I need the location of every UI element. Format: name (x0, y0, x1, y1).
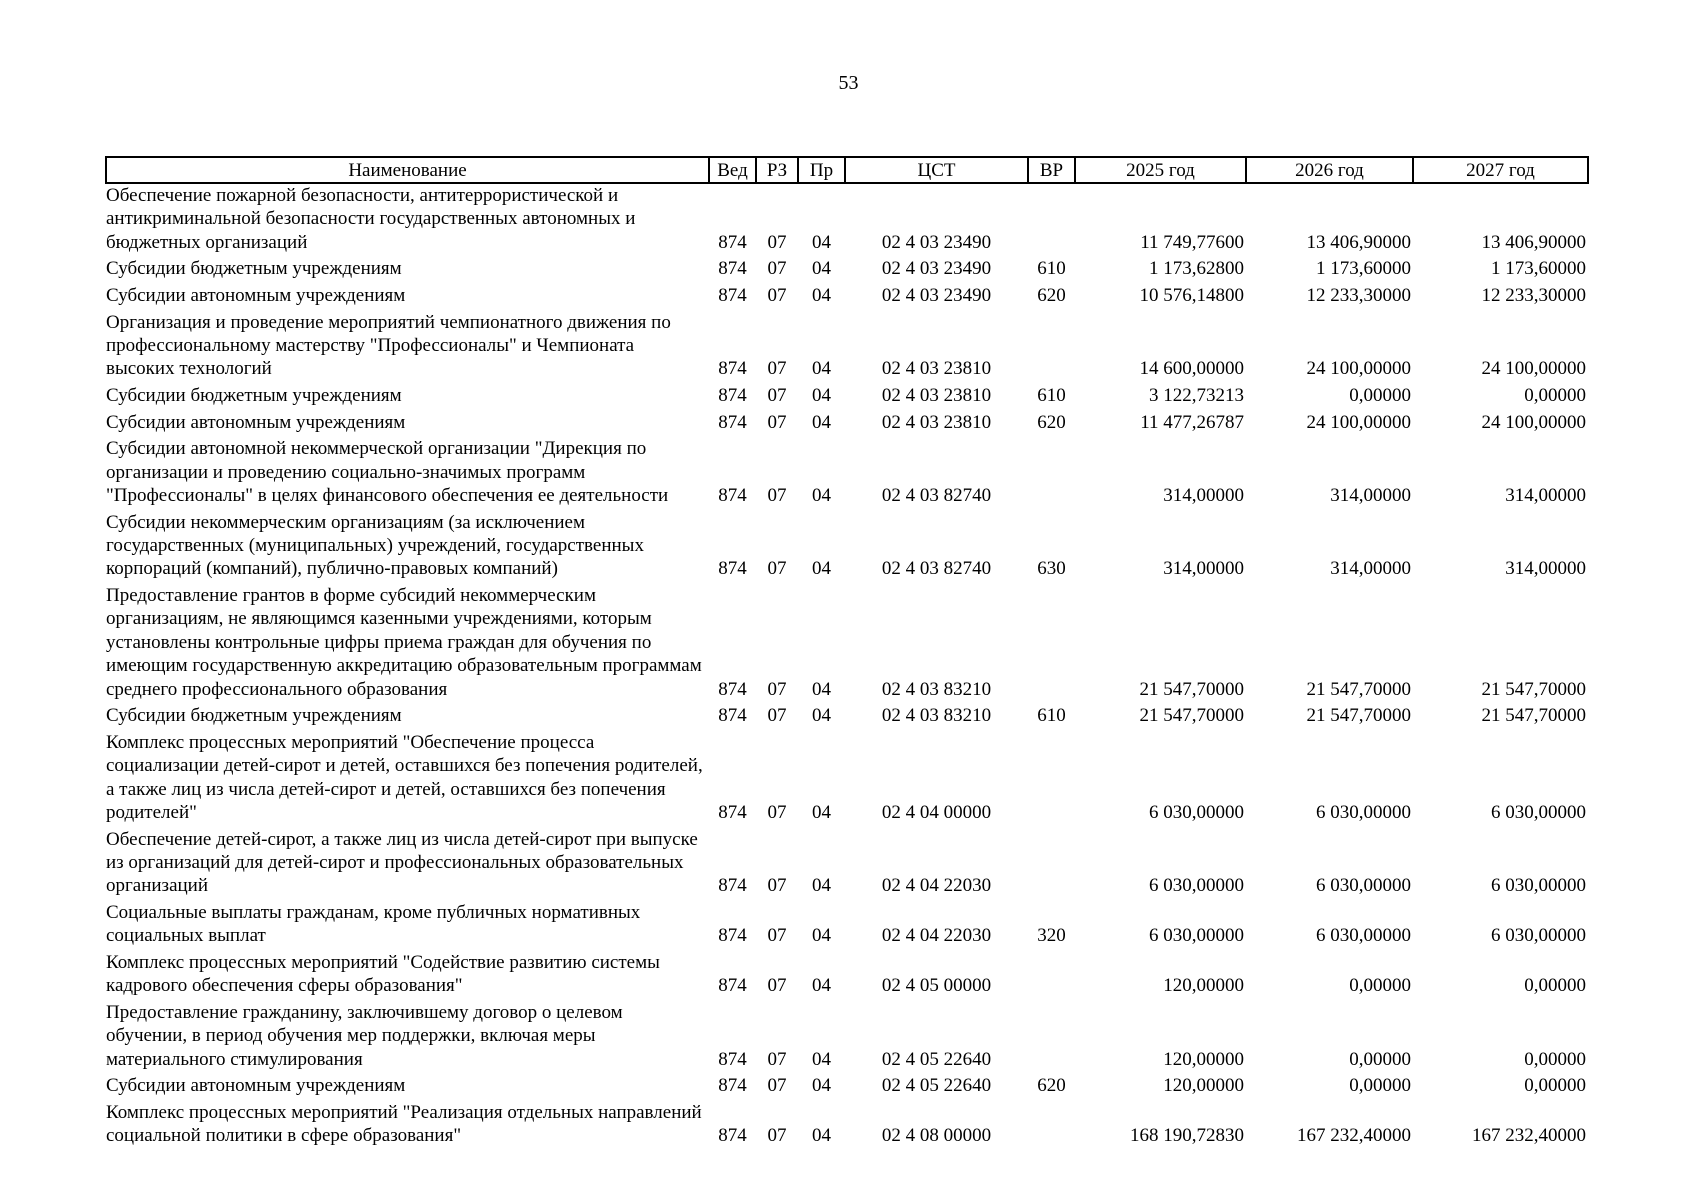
header-cst: ЦСТ (845, 157, 1028, 183)
row-rz: 07 (767, 411, 787, 433)
table-row (106, 434, 1588, 507)
row-ved: 874 (718, 802, 747, 824)
row-2026: 167 232,40000 (1297, 1125, 1411, 1147)
table-row (106, 898, 1588, 948)
row-rz: 07 (767, 1075, 787, 1097)
row-cst: 02 4 03 23810 (881, 411, 992, 433)
row-2026: 6 030,00000 (1316, 802, 1411, 824)
row-2026: 6 030,00000 (1316, 925, 1411, 947)
row-cst: 02 4 03 23490 (881, 258, 992, 280)
row-cst: 02 4 03 23490 (881, 285, 992, 306)
table-row (106, 254, 1588, 281)
row-pr: 04 (812, 358, 831, 380)
row-cst: 02 4 05 00000 (881, 975, 992, 997)
row-pr: 04 (812, 558, 831, 580)
row-rz: 07 (767, 802, 787, 824)
row-vr: 320 (1037, 925, 1066, 947)
row-2027: 314,00000 (1505, 485, 1586, 506)
row-vr: 610 (1037, 705, 1066, 727)
row-ved: 874 (718, 558, 747, 580)
row-rz: 07 (767, 385, 787, 406)
table-row (106, 183, 1588, 254)
row-pr: 04 (812, 678, 831, 700)
row-rz: 07 (767, 285, 787, 306)
row-2026: 13 406,90000 (1306, 231, 1411, 253)
table-row (106, 281, 1588, 308)
row-2027: 167 232,40000 (1472, 1125, 1586, 1147)
row-2025: 6 030,00000 (1149, 925, 1244, 947)
row-2025: 314,00000 (1163, 558, 1244, 580)
table-row (106, 381, 1588, 408)
row-name: Субсидии бюджетным учреждениям (106, 258, 402, 280)
row-cst: 02 4 04 00000 (881, 802, 992, 824)
row-cst: 02 4 03 23810 (881, 358, 992, 380)
row-cst: 02 4 05 22640 (881, 1048, 992, 1070)
row-2025: 6 030,00000 (1149, 875, 1244, 897)
table-row (106, 948, 1588, 998)
row-2025: 10 576,14800 (1139, 285, 1244, 306)
row-2025: 11 477,26787 (1140, 411, 1244, 433)
row-vr (1028, 824, 1075, 897)
row-vr: 620 (1037, 1075, 1066, 1097)
row-pr: 04 (812, 975, 831, 997)
row-rz: 07 (767, 925, 787, 947)
row-cst: 02 4 03 83210 (881, 705, 992, 727)
table-row (106, 701, 1588, 728)
row-cst: 02 4 03 82740 (881, 558, 992, 580)
row-2026: 24 100,00000 (1306, 411, 1411, 433)
row-rz: 07 (767, 258, 787, 280)
row-name: Комплекс процессных мероприятий "Содействие развитию системы кадрового обеспечения сферы образования" (106, 952, 660, 997)
row-2027: 21 547,70000 (1481, 705, 1586, 727)
row-vr (1028, 434, 1075, 507)
row-2026: 21 547,70000 (1306, 705, 1411, 727)
row-2025: 168 190,72830 (1130, 1125, 1244, 1147)
table-row (106, 307, 1588, 380)
row-ved: 874 (718, 705, 747, 727)
row-ved: 874 (718, 925, 747, 947)
row-2025: 1 173,62800 (1149, 258, 1244, 280)
header-2025: 2025 год (1075, 157, 1246, 183)
row-pr: 04 (812, 411, 831, 433)
header-2027: 2027 год (1413, 157, 1588, 183)
row-vr (1028, 1098, 1075, 1148)
row-name: Организация и проведение мероприятий чемпионатного движения по профессиональному мастерству "Профессионалы" и Чемпионата высоких технологий (106, 311, 671, 380)
row-2027: 21 547,70000 (1481, 678, 1586, 700)
row-pr: 04 (812, 1125, 831, 1147)
row-name: Субсидии автономной некоммерческой организации "Дирекция по организации и проведению социально-значимых программ "Профессионалы" в целях финансового обеспечения ее деятельности (106, 438, 669, 506)
header-pr: Пр (798, 157, 845, 183)
table-row (106, 728, 1588, 825)
row-2025: 120,00000 (1163, 1075, 1244, 1097)
row-2027: 0,00000 (1524, 1048, 1586, 1070)
row-name: Субсидии автономным учреждениям (106, 411, 406, 433)
row-cst: 02 4 05 22640 (881, 1075, 992, 1097)
row-name: Обеспечение детей-сирот, а также лиц из числа детей-сирот при выпуске из организаций для детей-сирот и профессиональных образовательных организаций (106, 828, 698, 897)
row-rz: 07 (767, 678, 787, 700)
row-rz: 07 (767, 358, 787, 380)
row-2026: 21 547,70000 (1306, 678, 1411, 700)
row-name: Предоставление гражданину, заключившему договор о целевом обучении, в период обучения мер поддержки, включая меры материального стимулирования (106, 1002, 623, 1070)
table-row (106, 1071, 1588, 1098)
table-row (106, 824, 1588, 897)
row-pr: 04 (812, 802, 831, 824)
row-pr: 04 (812, 231, 831, 253)
row-vr: 620 (1037, 285, 1066, 306)
table-row (106, 1098, 1588, 1148)
row-2027: 24 100,00000 (1481, 411, 1586, 433)
row-ved: 874 (718, 485, 747, 506)
row-ved: 874 (718, 1125, 747, 1147)
row-2027: 24 100,00000 (1481, 358, 1586, 380)
row-2025: 6 030,00000 (1149, 802, 1244, 824)
row-name: Комплекс процессных мероприятий "Обеспечение процесса социализации детей-сирот и детей, оставшихся без попечения родителей, а также лиц из числа детей-сирот и детей, оставшихся без попечения родителей" (106, 731, 703, 824)
row-rz: 07 (767, 1048, 787, 1070)
row-pr: 04 (812, 485, 831, 506)
header-rz: РЗ (756, 157, 798, 183)
row-2026: 0,00000 (1349, 1075, 1411, 1097)
row-2026: 0,00000 (1349, 385, 1411, 406)
row-ved: 874 (718, 1048, 747, 1070)
row-ved: 874 (718, 258, 747, 280)
row-2026: 0,00000 (1349, 975, 1411, 997)
row-pr: 04 (812, 925, 831, 947)
row-cst: 02 4 04 22030 (881, 875, 992, 897)
table-row (106, 407, 1588, 434)
row-2027: 0,00000 (1524, 1075, 1586, 1097)
row-cst: 02 4 03 23490 (881, 231, 992, 253)
row-vr: 630 (1037, 558, 1066, 580)
row-vr: 610 (1037, 385, 1066, 406)
row-pr: 04 (812, 705, 831, 727)
row-pr: 04 (812, 1075, 831, 1097)
row-cst: 02 4 03 23810 (881, 385, 992, 406)
page-number: 53 (838, 72, 859, 94)
row-2027: 13 406,90000 (1481, 231, 1586, 253)
row-2026: 24 100,00000 (1306, 358, 1411, 380)
row-vr: 620 (1037, 411, 1066, 433)
row-rz: 07 (767, 485, 787, 506)
row-vr (1028, 581, 1075, 701)
row-2025: 21 547,70000 (1139, 705, 1244, 727)
row-ved: 874 (718, 678, 747, 700)
row-2027: 0,00000 (1524, 385, 1586, 406)
row-pr: 04 (812, 1048, 831, 1070)
row-rz: 07 (767, 875, 787, 897)
row-name: Субсидии бюджетным учреждениям (106, 385, 402, 406)
row-2027: 6 030,00000 (1491, 802, 1586, 824)
row-2027: 12 233,30000 (1481, 285, 1586, 306)
row-2025: 314,00000 (1163, 485, 1244, 506)
row-rz: 07 (767, 558, 787, 580)
row-ved: 874 (718, 875, 747, 897)
table-row (106, 581, 1588, 701)
row-rz: 07 (767, 975, 787, 997)
table-row (106, 507, 1588, 580)
row-name: Субсидии бюджетным учреждениям (106, 705, 402, 727)
row-2027: 1 173,60000 (1491, 258, 1586, 280)
row-2027: 0,00000 (1524, 975, 1586, 997)
row-2025: 21 547,70000 (1139, 678, 1244, 700)
budget-table (105, 156, 1589, 1148)
row-2025: 14 600,00000 (1139, 358, 1244, 380)
row-vr (1028, 307, 1075, 380)
row-2026: 314,00000 (1330, 485, 1411, 506)
row-name: Социальные выплаты гражданам, кроме публичных нормативных социальных выплат (106, 902, 641, 947)
row-2025: 3 122,73213 (1149, 385, 1244, 406)
row-2026: 12 233,30000 (1306, 285, 1411, 306)
row-2025: 120,00000 (1163, 1048, 1244, 1070)
row-2027: 314,00000 (1505, 558, 1586, 580)
row-name: Предоставление грантов в форме субсидий некоммерческим организациям, не являющимся казенными учреждениями, которым установлены контрольные цифры приема граждан для обучения по имеющим государственную аккредитацию образовательным программам среднего профессионального образования (106, 585, 702, 700)
row-ved: 874 (718, 975, 747, 997)
row-ved: 874 (718, 231, 747, 253)
row-name: Комплекс процессных мероприятий "Реализация отдельных направлений социальной политики в сфере образования" (106, 1102, 702, 1147)
row-rz: 07 (767, 231, 787, 253)
row-2025: 120,00000 (1163, 975, 1244, 997)
header-name: Наименование (106, 157, 709, 183)
row-2026: 6 030,00000 (1316, 875, 1411, 897)
table-row (106, 998, 1588, 1071)
row-ved: 874 (718, 411, 747, 433)
row-2026: 0,00000 (1349, 1048, 1411, 1070)
row-pr: 04 (812, 385, 831, 406)
row-name: Обеспечение пожарной безопасности, антитеррористической и антикриминальной безопасности государственных автономных и бюджетных организаций (106, 185, 636, 253)
row-ved: 874 (718, 1075, 747, 1097)
row-name: Субсидии автономным учреждениям (106, 285, 406, 306)
row-name: Субсидии автономным учреждениям (106, 1075, 406, 1097)
header-ved: Вед (709, 157, 756, 183)
row-cst: 02 4 03 83210 (881, 678, 992, 700)
row-pr: 04 (812, 258, 831, 280)
row-2025: 11 749,77600 (1140, 231, 1244, 253)
header-vr: ВР (1028, 157, 1075, 183)
row-pr: 04 (812, 285, 831, 306)
row-vr (1028, 948, 1075, 998)
row-2026: 314,00000 (1330, 558, 1411, 580)
row-name: Субсидии некоммерческим организациям (за исключением государственных (муниципальных) учреждений, государственных корпораций (компаний), публично-правовых компаний) (106, 511, 644, 580)
row-pr: 04 (812, 875, 831, 897)
header-2026: 2026 год (1246, 157, 1413, 183)
table-header-row (106, 157, 1588, 183)
row-cst: 02 4 08 00000 (881, 1125, 992, 1147)
row-rz: 07 (767, 705, 787, 727)
row-ved: 874 (718, 358, 747, 380)
row-2027: 6 030,00000 (1491, 875, 1586, 897)
row-ved: 874 (718, 385, 747, 406)
row-rz: 07 (767, 1125, 787, 1147)
row-vr (1028, 728, 1075, 825)
row-vr: 610 (1037, 258, 1066, 280)
row-2027: 6 030,00000 (1491, 925, 1586, 947)
row-vr (1028, 183, 1075, 254)
row-ved: 874 (718, 285, 747, 306)
row-cst: 02 4 04 22030 (881, 925, 992, 947)
row-vr (1028, 998, 1075, 1071)
row-cst: 02 4 03 82740 (881, 485, 992, 506)
row-2026: 1 173,60000 (1316, 258, 1411, 280)
